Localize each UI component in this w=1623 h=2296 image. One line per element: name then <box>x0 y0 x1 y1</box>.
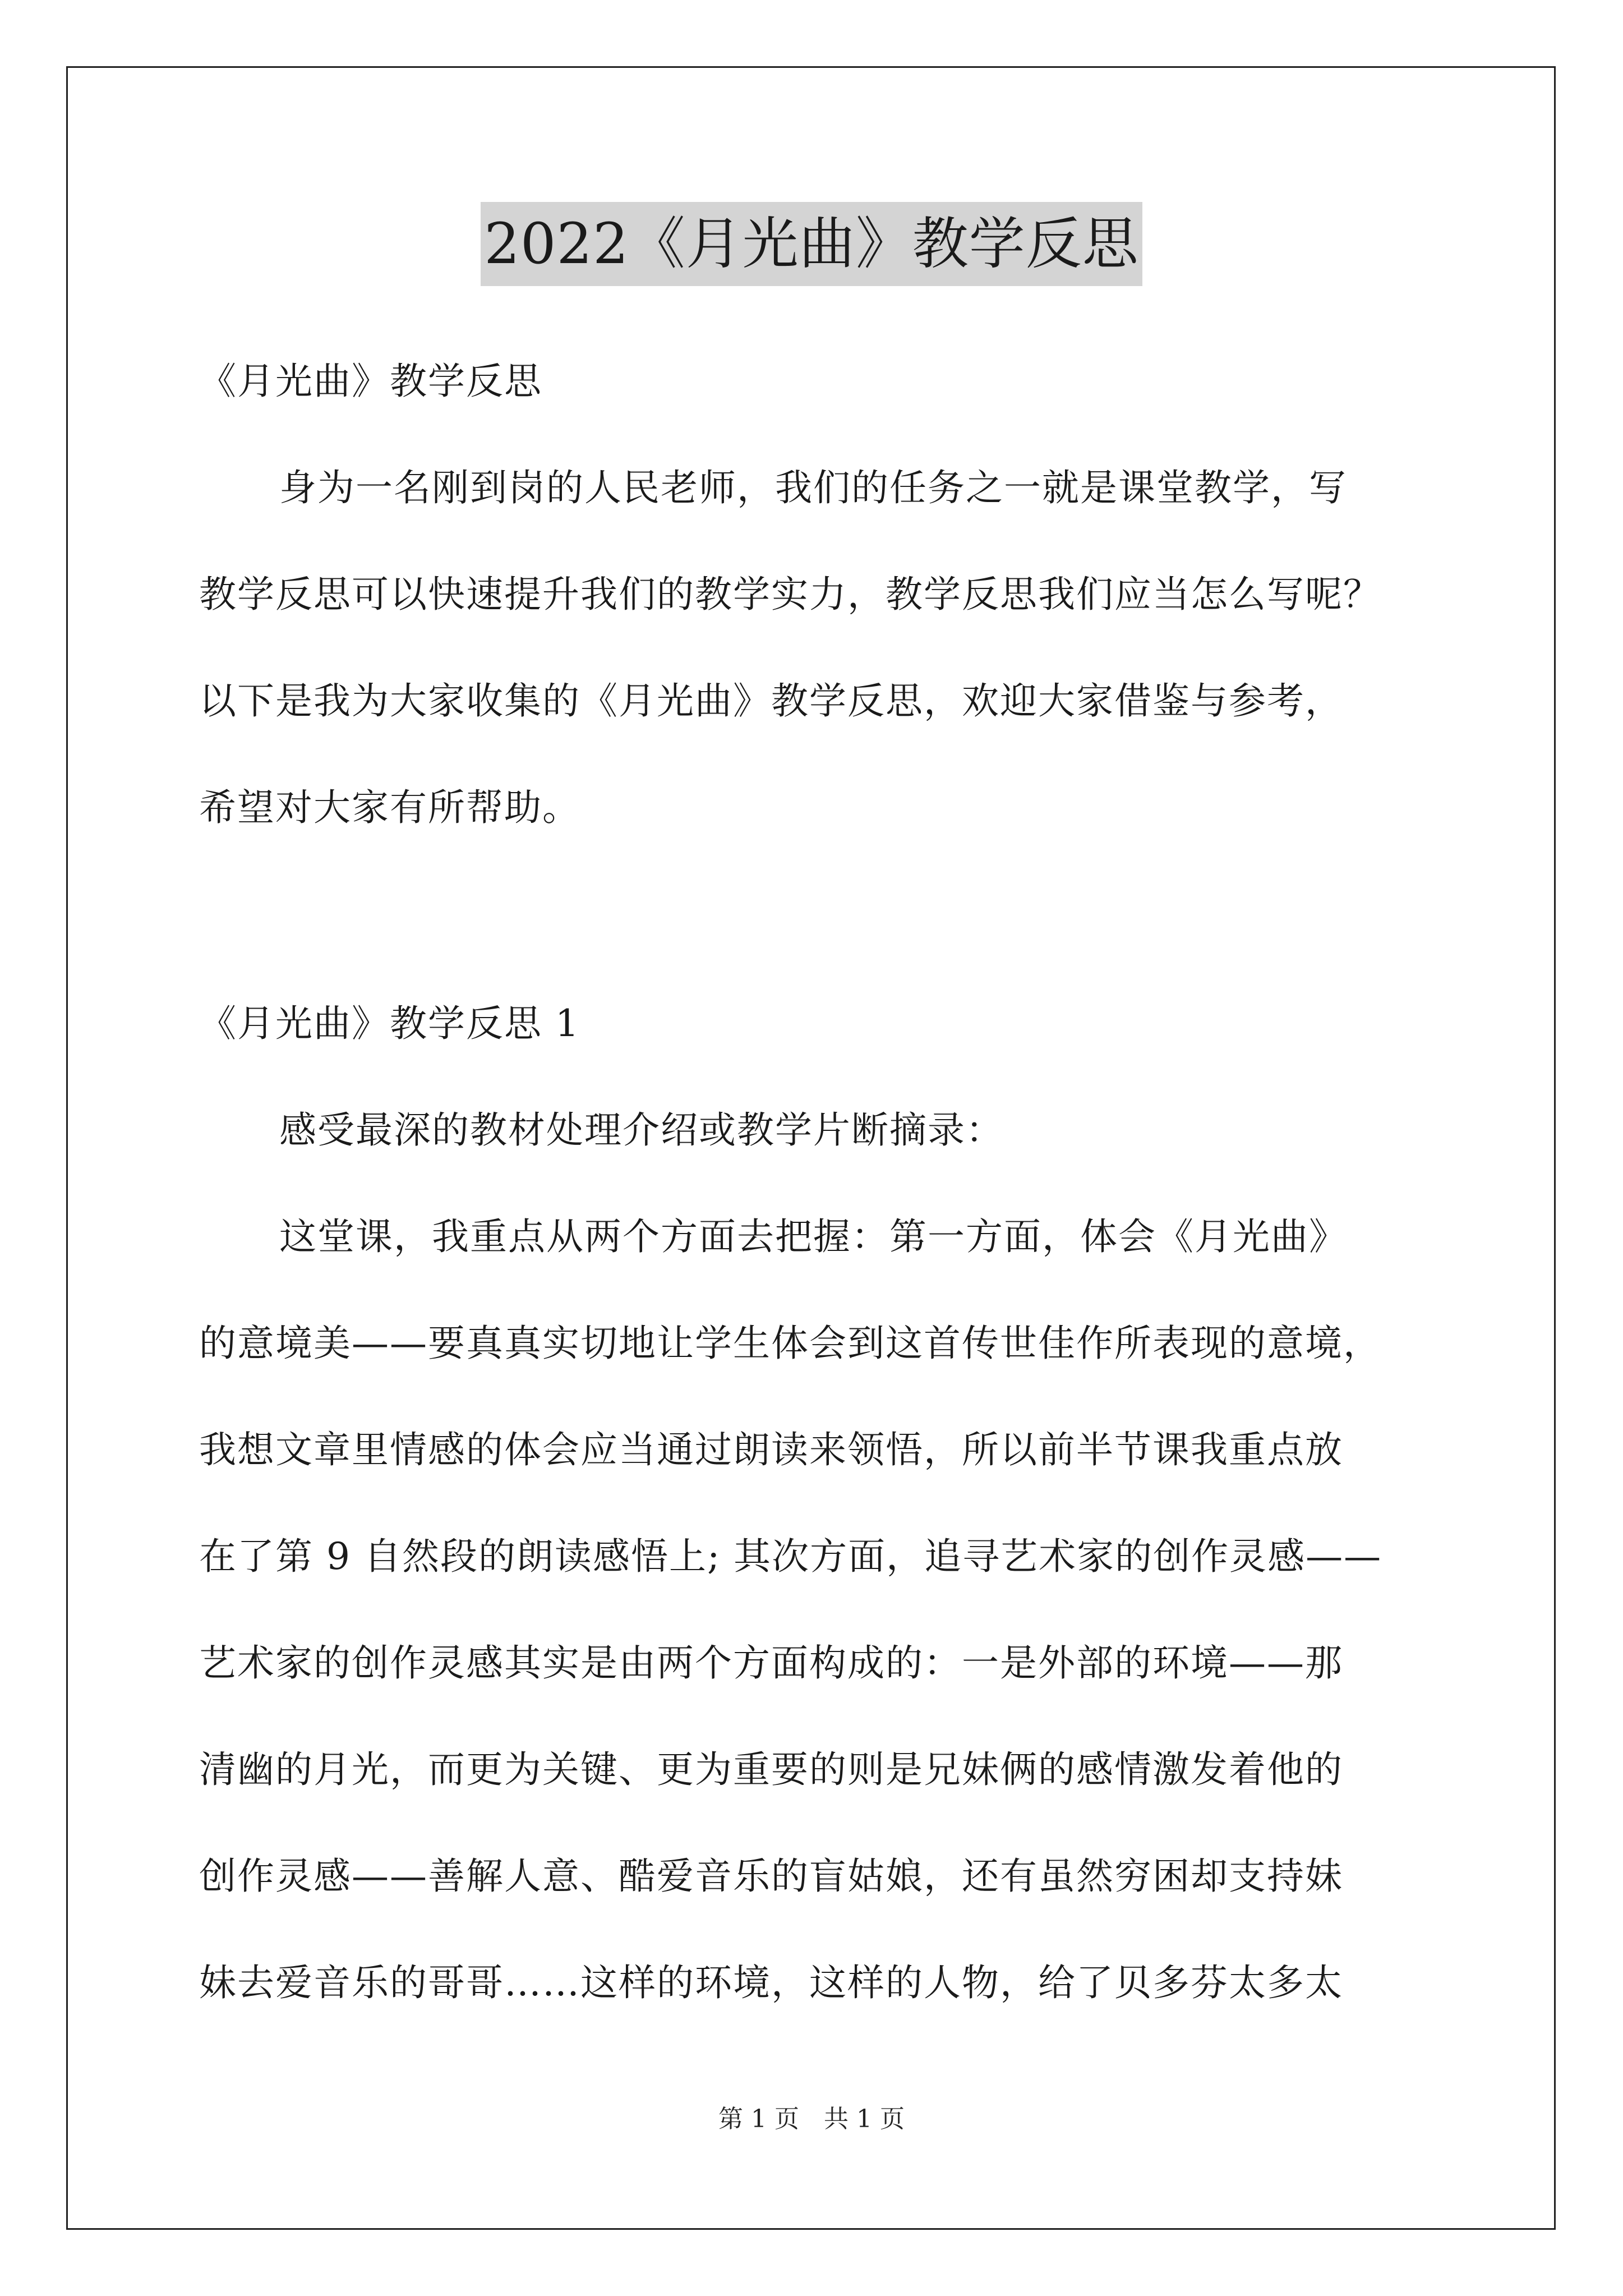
paragraph-line: 艺术家的创作灵感其实是由两个方面构成的：一是外部的环境——那 <box>199 1641 1343 1685</box>
paragraph-line: 希望对大家有所帮助。 <box>199 786 580 829</box>
paragraph-line: 在了第 9 自然段的朗读感悟上; 其次方面，追寻艺术家的创作灵感—— <box>199 1535 1382 1578</box>
paragraph-line: 这堂课，我重点从两个方面去把握：第一方面，体会《月光曲》 <box>279 1215 1347 1258</box>
paragraph-line: 教学反思可以快速提升我们的教学实力，教学反思我们应当怎么写呢？ <box>199 573 1381 616</box>
paragraph-line: 感受最深的教材处理介绍或教学片断摘录： <box>279 1108 1004 1152</box>
paragraph-line: 创作灵感——善解人意、酷爱音乐的盲姑娘，还有虽然穷困却支持妹 <box>199 1855 1343 1898</box>
page-footer: 第 1 页 共 1 页 <box>718 2105 905 2133</box>
paragraph-line: 清幽的月光，而更为关键、更为重要的则是兄妹俩的感情激发着他的 <box>199 1748 1343 1791</box>
paragraph-line: 的意境美——要真真实切地让学生体会到这首传世佳作所表现的意境， <box>199 1322 1381 1365</box>
paragraph-line: 我想文章里情感的体会应当通过朗读来领悟，所以前半节课我重点放 <box>199 1428 1343 1471</box>
paragraph-line: 妹去爱音乐的哥哥……这样的环境，这样的人物，给了贝多芬太多太 <box>199 1961 1343 2004</box>
section-heading: 《月光曲》教学反思 1 <box>199 1002 580 1045</box>
paragraph-line: 身为一名刚到岗的人民老师，我们的任务之一就是课堂教学，写 <box>279 466 1347 509</box>
paragraph-line: 以下是我为大家收集的《月光曲》教学反思，欢迎大家借鉴与参考， <box>199 679 1343 723</box>
title-container <box>0 202 1623 286</box>
document-title: 2022《月光曲》教学反思 <box>481 202 1142 286</box>
section-heading: 《月光曲》教学反思 <box>199 360 542 403</box>
